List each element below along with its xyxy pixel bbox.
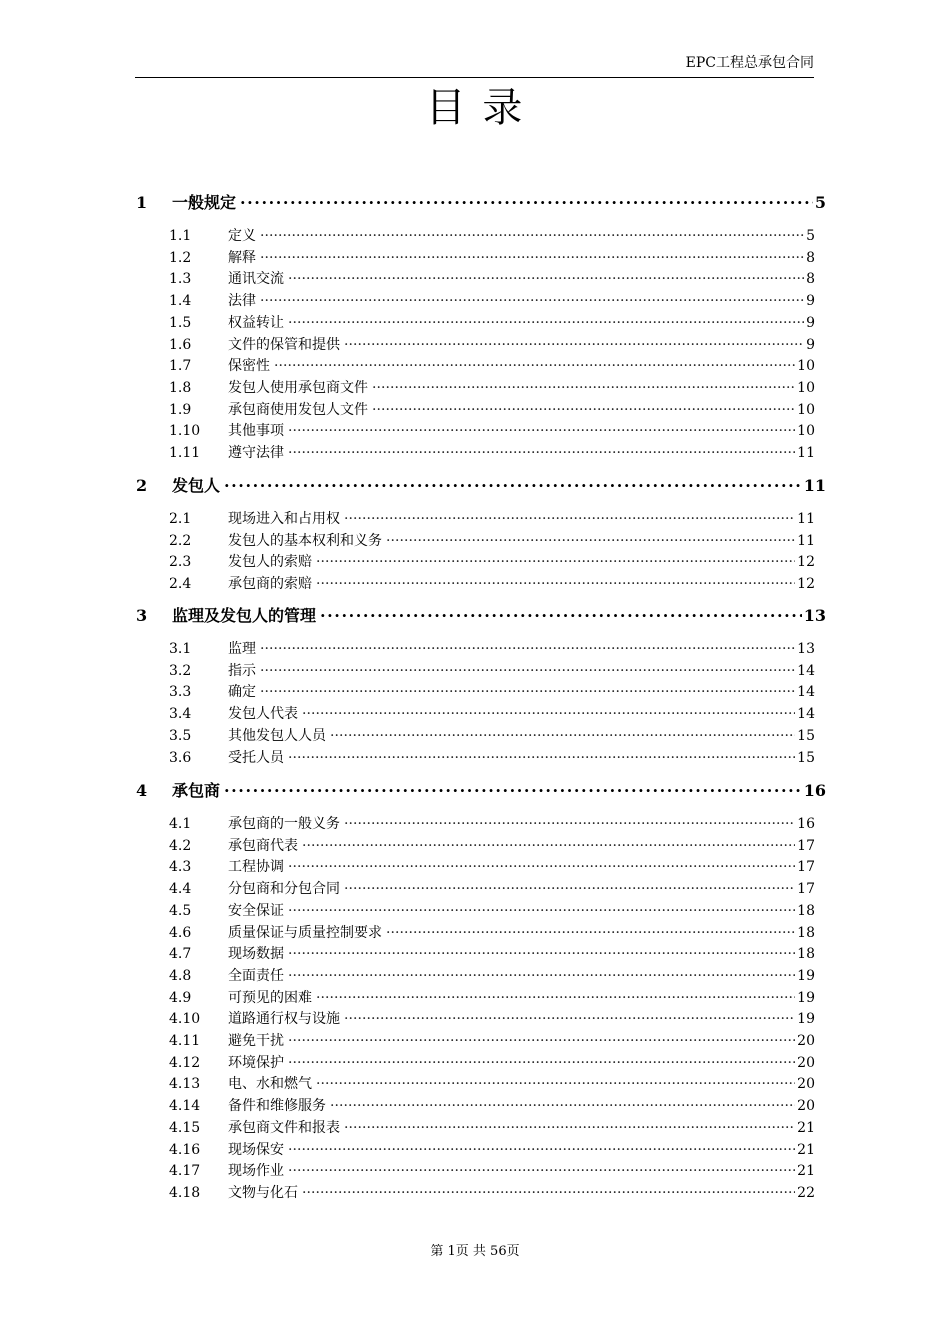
toc-section[interactable] (169, 725, 815, 747)
chapter-number: 4 (136, 781, 148, 800)
section-number: 4.14 (169, 1098, 201, 1115)
section-number: 2.3 (169, 554, 192, 571)
toc-chapter[interactable] (136, 603, 826, 629)
chapter-title: 发包人 (172, 476, 221, 495)
section-title: 文物与化石 (228, 1184, 298, 1201)
toc-section[interactable] (169, 551, 815, 573)
section-page-number: 17 (797, 837, 815, 854)
toc-section[interactable] (169, 1008, 815, 1030)
dot-leader (302, 706, 795, 722)
section-title: 承包商文件和报表 (228, 1119, 340, 1136)
section-page-number: 21 (797, 1119, 815, 1136)
toc-section[interactable] (169, 530, 815, 552)
section-title: 质量保证与质量控制要求 (228, 924, 382, 941)
toc-section[interactable] (169, 1052, 815, 1074)
section-title: 发包人代表 (228, 706, 298, 723)
section-number: 2.4 (169, 576, 192, 593)
page-title: 目 录 (425, 85, 525, 131)
section-page-number: 9 (806, 314, 815, 331)
section-title: 遵守法律 (228, 445, 284, 461)
section-number: 4.5 (169, 902, 192, 919)
chapter-number: 2 (136, 476, 148, 495)
dot-leader (302, 838, 795, 854)
section-page-number: 14 (797, 706, 815, 723)
dot-leader (274, 358, 795, 374)
section-page-number: 11 (797, 532, 815, 549)
dot-leader (224, 781, 802, 800)
toc-section[interactable] (169, 835, 815, 857)
section-title: 现场数据 (228, 946, 284, 963)
section-title: 其他发包人人员 (228, 727, 326, 744)
section-page-number: 20 (797, 1098, 815, 1115)
section-title: 承包商使用发包人文件 (228, 401, 368, 418)
toc-section[interactable] (169, 399, 815, 421)
dot-leader (288, 1163, 795, 1179)
section-number: 4.7 (169, 946, 192, 963)
toc-section[interactable] (169, 1160, 815, 1182)
section-number: 3.5 (169, 727, 192, 744)
section-page-number: 5 (806, 228, 815, 244)
chapter-page-number: 5 (814, 193, 826, 212)
section-title: 定义 (228, 228, 256, 244)
section-title: 现场保安 (228, 1141, 284, 1158)
section-title: 发包人的基本权利和义务 (228, 532, 382, 549)
dot-leader (224, 476, 802, 495)
dot-leader (288, 859, 795, 875)
section-number: 4.16 (169, 1141, 201, 1158)
dot-leader (386, 533, 795, 549)
section-number: 3.6 (169, 749, 192, 766)
section-number: 4.17 (169, 1163, 201, 1180)
section-title: 现场进入和占用权 (228, 511, 340, 527)
section-title: 权益转让 (228, 314, 284, 331)
section-number: 4.11 (169, 1033, 201, 1049)
section-title: 道路通行权与设施 (228, 1011, 340, 1028)
section-number: 4.12 (169, 1054, 201, 1071)
section-title: 承包商的一般义务 (228, 816, 340, 832)
section-page-number: 20 (797, 1054, 815, 1071)
section-number: 3.2 (169, 662, 192, 679)
section-title: 通讯交流 (228, 271, 284, 288)
section-title: 监理 (228, 641, 256, 657)
toc-section[interactable] (169, 856, 815, 878)
section-number: 4.6 (169, 924, 192, 941)
section-page-number: 13 (797, 641, 815, 657)
toc-section[interactable] (169, 922, 815, 944)
dot-leader (260, 684, 795, 700)
toc-section[interactable] (169, 420, 815, 442)
section-page-number: 18 (797, 902, 815, 919)
section-number: 1.3 (169, 271, 192, 288)
section-title: 其他事项 (228, 423, 284, 440)
chapter-page-number: 11 (803, 476, 826, 495)
toc-chapter[interactable] (136, 473, 826, 499)
section-title: 安全保证 (228, 902, 284, 919)
toc-section[interactable] (169, 813, 815, 835)
chapter-title: 承包商 (172, 781, 221, 800)
section-title: 发包人使用承包商文件 (228, 379, 368, 396)
section-title: 发包人的索赔 (228, 554, 312, 571)
section-title: 承包商代表 (228, 837, 298, 854)
dot-leader (344, 337, 804, 353)
dot-leader (288, 445, 795, 461)
section-page-number: 12 (797, 554, 815, 571)
chapter-title: 监理及发包人的管理 (172, 606, 317, 625)
dot-leader (372, 380, 795, 396)
dot-leader (240, 193, 813, 212)
toc-section[interactable] (169, 1182, 815, 1204)
section-page-number: 16 (797, 816, 815, 832)
section-page-number: 8 (806, 271, 815, 288)
section-number: 1.2 (169, 249, 192, 266)
dot-leader (288, 423, 795, 439)
section-page-number: 10 (797, 379, 815, 396)
dot-leader (288, 903, 795, 919)
section-title: 现场作业 (228, 1163, 284, 1180)
section-title: 文件的保管和提供 (228, 336, 340, 353)
section-page-number: 10 (797, 401, 815, 418)
section-page-number: 20 (797, 1033, 815, 1049)
section-page-number: 21 (797, 1163, 815, 1180)
dot-leader (316, 1076, 795, 1092)
section-title: 工程协调 (228, 859, 284, 876)
section-page-number: 9 (806, 336, 815, 353)
section-page-number: 8 (806, 249, 815, 266)
section-page-number: 10 (797, 358, 815, 375)
toc-section[interactable] (169, 943, 815, 965)
dot-leader (330, 728, 795, 744)
section-number: 2.1 (169, 511, 192, 527)
section-page-number: 15 (797, 727, 815, 744)
section-number: 2.2 (169, 532, 192, 549)
section-number: 3.4 (169, 706, 192, 723)
dot-leader (288, 968, 795, 984)
toc-section[interactable] (169, 703, 815, 725)
toc-section[interactable] (169, 638, 815, 660)
section-number: 1.6 (169, 336, 192, 353)
section-title: 可预见的困难 (228, 989, 312, 1006)
toc-section[interactable] (169, 573, 815, 595)
section-number: 1.7 (169, 358, 192, 375)
dot-leader (344, 816, 795, 832)
chapter-number: 3 (136, 606, 148, 625)
dot-leader (288, 271, 804, 287)
toc-section[interactable] (169, 334, 815, 356)
dot-leader (260, 663, 795, 679)
toc-section[interactable] (169, 355, 815, 377)
dot-leader (288, 946, 795, 962)
chapter-number: 1 (136, 193, 148, 212)
section-page-number: 19 (797, 1011, 815, 1028)
section-page-number: 20 (797, 1076, 815, 1093)
dot-leader (288, 315, 804, 331)
section-number: 4.15 (169, 1119, 201, 1136)
section-number: 4.10 (169, 1011, 201, 1028)
section-number: 4.1 (169, 816, 192, 832)
toc-section[interactable] (169, 1095, 815, 1117)
dot-leader (344, 1011, 795, 1027)
section-page-number: 22 (797, 1184, 815, 1201)
section-title: 电、水和燃气 (228, 1076, 312, 1093)
section-number: 4.13 (169, 1076, 201, 1093)
section-number: 4.4 (169, 881, 192, 898)
dot-leader (316, 990, 795, 1006)
section-number: 3.3 (169, 684, 192, 701)
section-page-number: 11 (797, 445, 815, 461)
section-page-number: 10 (797, 423, 815, 440)
section-title: 承包商的索赔 (228, 576, 312, 593)
toc-section[interactable] (169, 312, 815, 334)
dot-leader (288, 1142, 795, 1158)
toc-section[interactable] (169, 965, 815, 987)
section-number: 1.4 (169, 293, 192, 310)
section-number: 4.3 (169, 859, 192, 876)
section-number: 4.8 (169, 967, 192, 984)
section-number: 1.10 (169, 423, 201, 440)
toc-section[interactable] (169, 247, 815, 269)
section-title: 分包商和分包合同 (228, 881, 340, 898)
section-number: 1.9 (169, 401, 192, 418)
toc-section[interactable] (169, 1117, 815, 1139)
section-page-number: 12 (797, 576, 815, 593)
section-page-number: 14 (797, 684, 815, 701)
dot-leader (288, 1033, 795, 1049)
section-number: 1.11 (169, 445, 201, 461)
section-title: 保密性 (228, 358, 270, 375)
dot-leader (344, 511, 795, 527)
toc-section[interactable] (169, 681, 815, 703)
section-page-number: 17 (797, 859, 815, 876)
dot-leader (320, 606, 802, 625)
toc-section[interactable] (169, 268, 815, 290)
toc-section[interactable] (169, 290, 815, 312)
chapter-page-number: 13 (803, 606, 826, 625)
section-number: 4.18 (169, 1184, 201, 1201)
toc-section[interactable] (169, 1030, 815, 1052)
toc-section[interactable] (169, 660, 815, 682)
section-title: 确定 (228, 684, 256, 701)
section-page-number: 14 (797, 662, 815, 679)
running-header: EPC工程总承包合同 (685, 55, 814, 71)
toc-section[interactable] (169, 900, 815, 922)
dot-leader (372, 402, 795, 418)
toc-section[interactable] (169, 377, 815, 399)
section-title: 解释 (228, 249, 256, 266)
section-page-number: 11 (797, 511, 815, 527)
section-number: 1.8 (169, 379, 192, 396)
dot-leader (288, 1055, 795, 1071)
toc-section[interactable] (169, 442, 815, 464)
toc-section[interactable] (169, 747, 815, 769)
dot-leader (288, 750, 795, 766)
section-number: 1.5 (169, 314, 192, 331)
toc-section[interactable] (169, 1139, 815, 1161)
section-title: 受托人员 (228, 749, 284, 766)
dot-leader (260, 641, 795, 657)
toc-chapter[interactable] (136, 778, 826, 804)
section-title: 环境保护 (228, 1054, 284, 1071)
section-title: 指示 (228, 662, 256, 679)
dot-leader (302, 1185, 795, 1201)
section-page-number: 18 (797, 924, 815, 941)
dot-leader (316, 576, 795, 592)
section-title: 法律 (228, 293, 256, 310)
section-title: 避免干扰 (228, 1033, 284, 1049)
section-page-number: 19 (797, 967, 815, 984)
chapter-title: 一般规定 (172, 193, 237, 212)
dot-leader (260, 293, 804, 309)
section-page-number: 9 (806, 293, 815, 310)
dot-leader (260, 250, 804, 266)
section-number: 4.2 (169, 837, 192, 854)
dot-leader (260, 228, 804, 244)
section-page-number: 15 (797, 749, 815, 766)
dot-leader (344, 881, 795, 897)
toc-section[interactable] (169, 508, 815, 530)
section-page-number: 21 (797, 1141, 815, 1158)
dot-leader (344, 1120, 795, 1136)
toc-chapter[interactable] (136, 190, 826, 216)
section-number: 4.9 (169, 989, 192, 1006)
dot-leader (330, 1098, 795, 1114)
dot-leader (386, 925, 795, 941)
toc-section[interactable] (169, 1073, 815, 1095)
dot-leader (316, 554, 795, 570)
toc-section[interactable] (169, 878, 815, 900)
toc-section[interactable] (169, 225, 815, 247)
section-page-number: 17 (797, 881, 815, 898)
section-title: 全面责任 (228, 967, 284, 984)
chapter-page-number: 16 (803, 781, 826, 800)
page-footer: 第 1页 共 56页 (430, 1244, 520, 1259)
section-page-number: 19 (797, 989, 815, 1006)
section-number: 1.1 (169, 228, 192, 244)
section-number: 3.1 (169, 641, 192, 657)
section-title: 备件和维修服务 (228, 1098, 326, 1115)
toc-section[interactable] (169, 987, 815, 1009)
section-page-number: 18 (797, 946, 815, 963)
